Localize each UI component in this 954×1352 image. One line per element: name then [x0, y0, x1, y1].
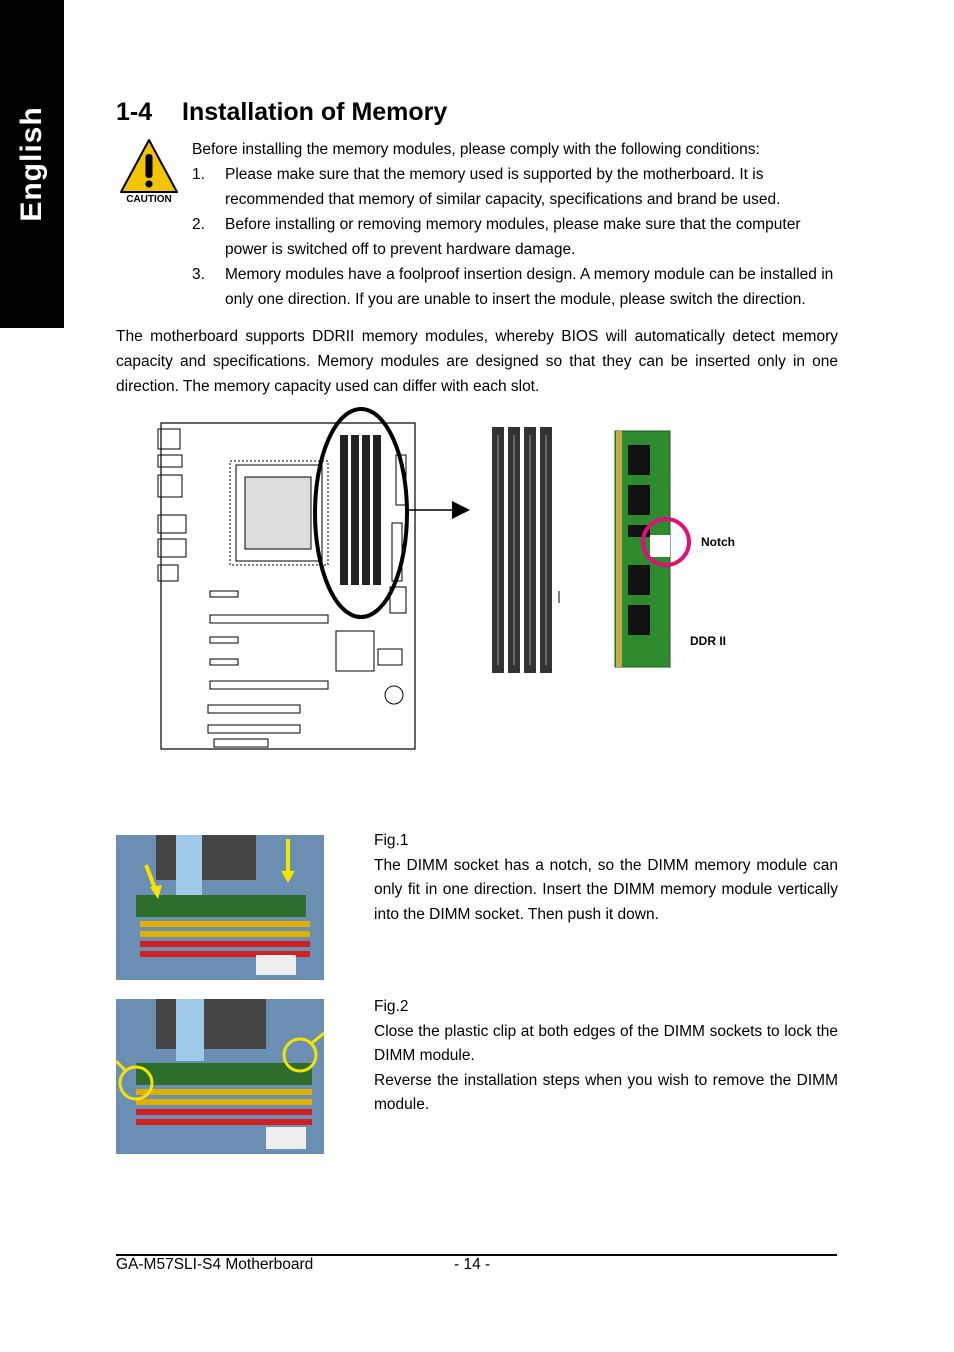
condition-number: 2. — [192, 216, 205, 233]
condition-text: Please make sure that the memory used is supported by the motherboard. It is recommended that memory of similar capacity, specifications and brand be used. — [225, 166, 781, 208]
condition-item — [192, 162, 842, 212]
fig1-caption: Fig.1 — [374, 832, 409, 849]
ddr2-label: DDR II — [690, 634, 726, 648]
fig2-photo — [116, 999, 324, 1154]
footer-model: GA-M57SLI-S4 Motherboard — [116, 1256, 314, 1273]
ddr2-module — [615, 431, 689, 667]
condition-item — [192, 212, 842, 262]
fig2-text: Close the plastic clip at both edges of the DIMM sockets to lock the DIMM module. — [374, 1022, 838, 1064]
condition-text: Memory modules have a foolproof insertion design. A memory module can be installed in only one direction. If you are unable to insert the module, please switch the direction. — [225, 266, 834, 308]
dimm-slots-enlarged — [492, 427, 559, 673]
sidebar-label: English — [15, 106, 48, 222]
condition-number: 1. — [192, 166, 205, 183]
caution-icon — [118, 138, 180, 206]
caution-label: CAUTION — [126, 194, 172, 205]
notch-label: Notch — [701, 535, 735, 549]
memory-slot-diagram — [150, 405, 750, 765]
fig1-text: The DIMM socket has a notch, so the DIMM memory module can only fit in one direction. Insert the DIMM memory module vertically into the DIMM socket. Then push it down. — [374, 856, 838, 923]
memory-paragraph: The motherboard supports DDRII memory modules, whereby BIOS will automatically detect memory capacity and specifications. Memory modules are designed so that they can be inserted only in one direction. The memory capacity used can differ with each slot. — [116, 328, 838, 395]
section-title-text: Installation of Memory — [182, 98, 448, 126]
fig1-photo — [116, 835, 324, 980]
condition-number: 3. — [192, 266, 205, 283]
page-number: - 14 - — [454, 1256, 491, 1273]
intro-text: Before installing the memory modules, please comply with the following conditions: — [192, 141, 760, 158]
condition-text: Before installing or removing memory modules, please make sure that the computer power is switched off to prevent hardware damage. — [225, 216, 801, 258]
fig1-caption-block — [374, 829, 838, 927]
section-number: 1-4 — [116, 98, 153, 126]
fig2-text-remove: Reverse the installation steps when you wish to remove the DIMM module. — [374, 1071, 838, 1113]
condition-item — [192, 262, 842, 312]
section-title — [116, 98, 447, 127]
fig2-caption: Fig.2 — [374, 998, 409, 1015]
language-sidebar — [0, 0, 64, 328]
fig2-caption-block — [374, 995, 838, 1118]
